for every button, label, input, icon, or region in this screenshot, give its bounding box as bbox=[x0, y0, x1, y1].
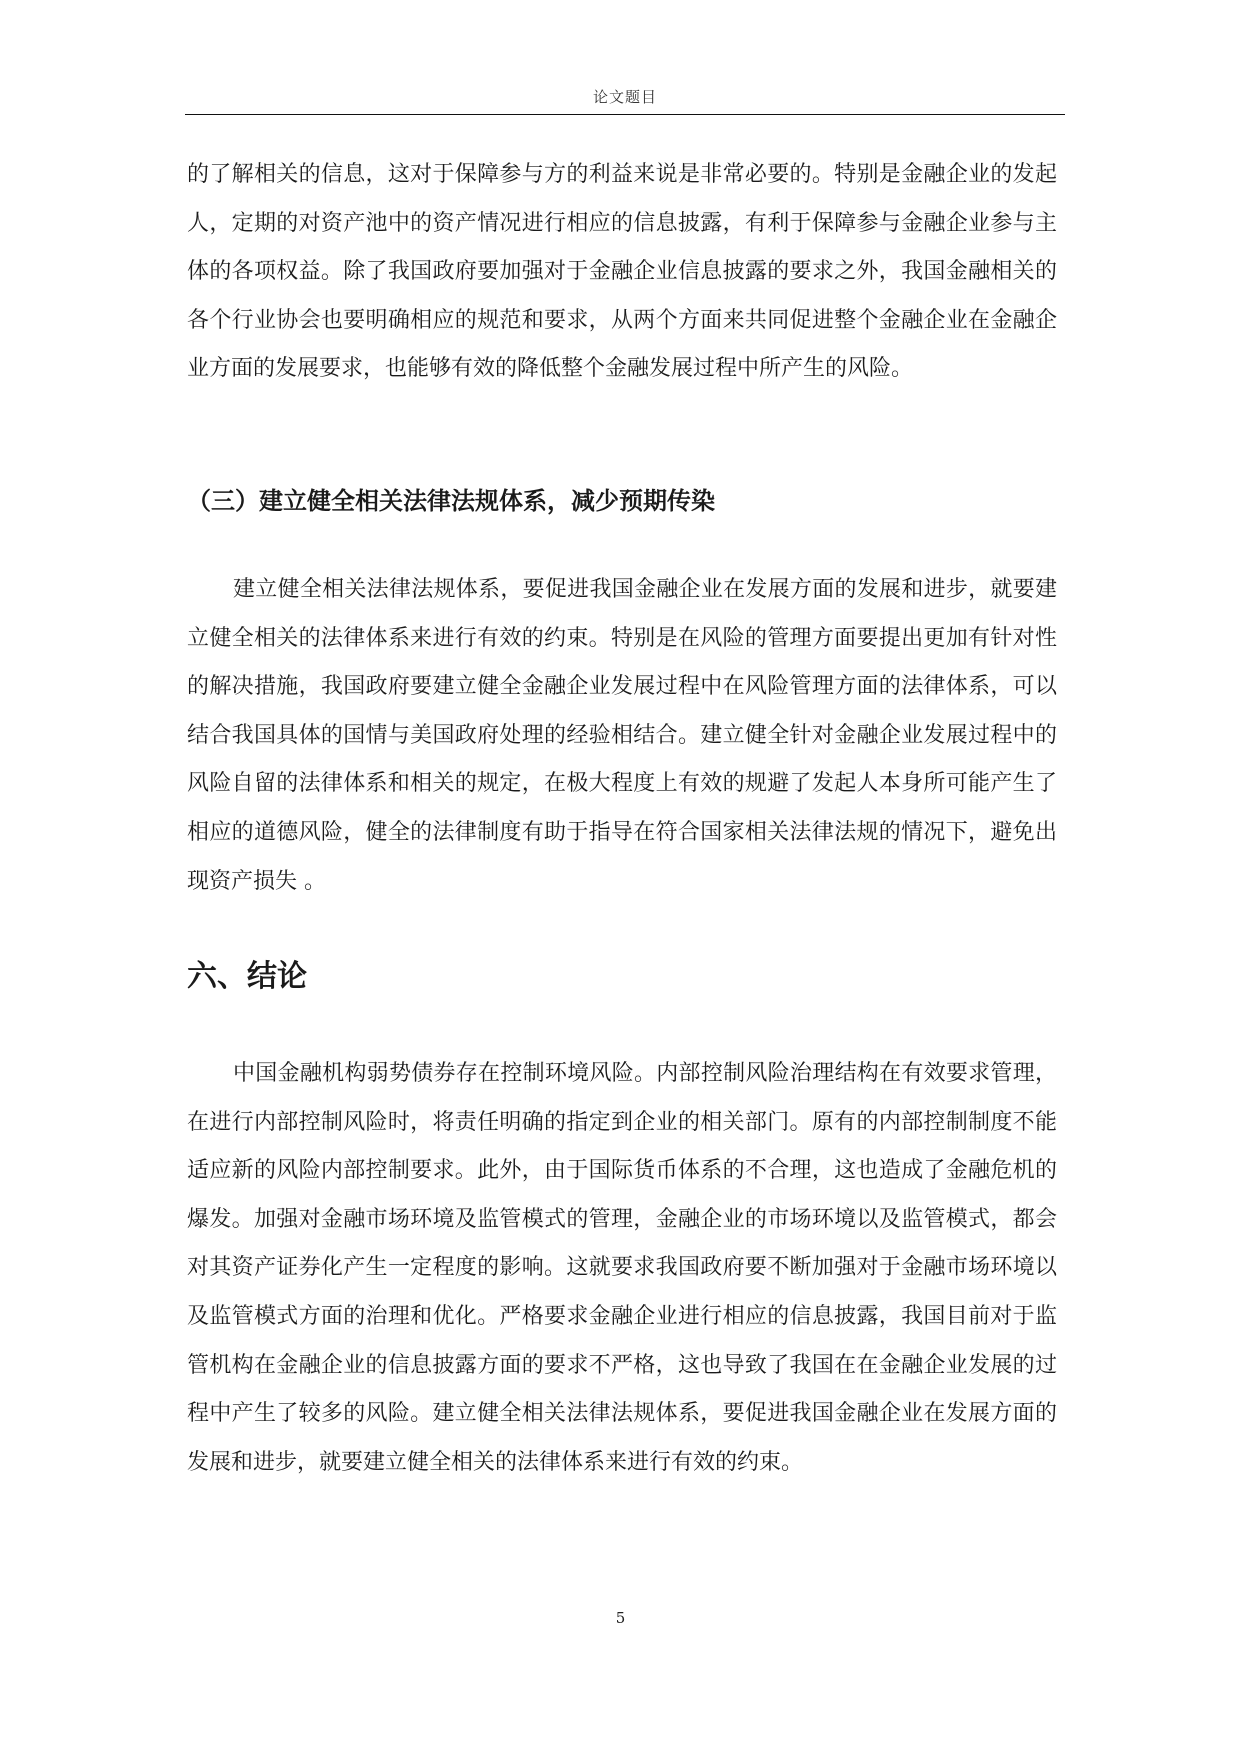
section-heading-conclusion: 六、结论 bbox=[187, 959, 307, 994]
page-number: 5 bbox=[615, 1609, 626, 1627]
body-paragraph-conclusion: 中国金融机构弱势债券存在控制环境风险。内部控制风险治理结构在有效要求管理，在进行内部控制风险时，将责任明确的指定到企业的相关部门。原有的内部控制制度不能适应新的风险内部控制要求。此外，由于国际货币体系的不合理，这也造成了金融危机的爆发。加强对金融市场环境及监管模式的管理，金融企业的市场环境以及监管模式，都会对其资产证券化产生一定程度的影响。这就要求我国政府要不断加强对于金融市场环境以及监管模式方面的治理和优化。严格要求金融企业进行相应的信息披露，我国目前对于监管机构在金融企业的信息披露方面的要求不严格，这也导致了我国在在金融企业发展的过程中产生了较多的风险。建立健全相关法律法规体系，要促进我国金融企业在发展方面的发展和进步，就要建立健全相关的法律体系来进行有效的约束。 bbox=[187, 1061, 1057, 1475]
header-divider bbox=[185, 114, 1065, 115]
subsection-heading: （三）建立健全相关法律法规体系，减少预期传染 bbox=[187, 487, 715, 515]
page-header-title: 论文题目 bbox=[592, 88, 657, 106]
body-paragraph-continued: 的了解相关的信息，这对于保障参与方的利益来说是非常必要的。特别是金融企业的发起人，定期的对资产池中的资产情况进行相应的信息披露，有利于保障参与金融企业参与主体的各项权益。除了我国政府要加强对于金融企业信息披露的要求之外，我国金融相关的各个行业协会也要明确相应的规范和要求，从两个方面来共同促进整个金融企业在金融企业方面的发展要求，也能够有效的降低整个金融发展过程中所产生的风险。 bbox=[187, 162, 1057, 382]
body-paragraph-legal-system: 建立健全相关法律法规体系，要促进我国金融企业在发展方面的发展和进步，就要建立健全相关的法律体系来进行有效的约束。特别是在风险的管理方面要提出更加有针对性的解决措施，我国政府要建立健全金融企业发展过程中在风险管理方面的法律体系，可以结合我国具体的国情与美国政府处理的经验相结合。建立健全针对金融企业发展过程中的风险自留的法律体系和相关的规定，在极大程度上有效的规避了发起人本身所可能产生了相应的道德风险，健全的法律制度有助于指导在符合国家相关法律法规的情况下，避免出现资产损失 。 bbox=[187, 577, 1057, 894]
